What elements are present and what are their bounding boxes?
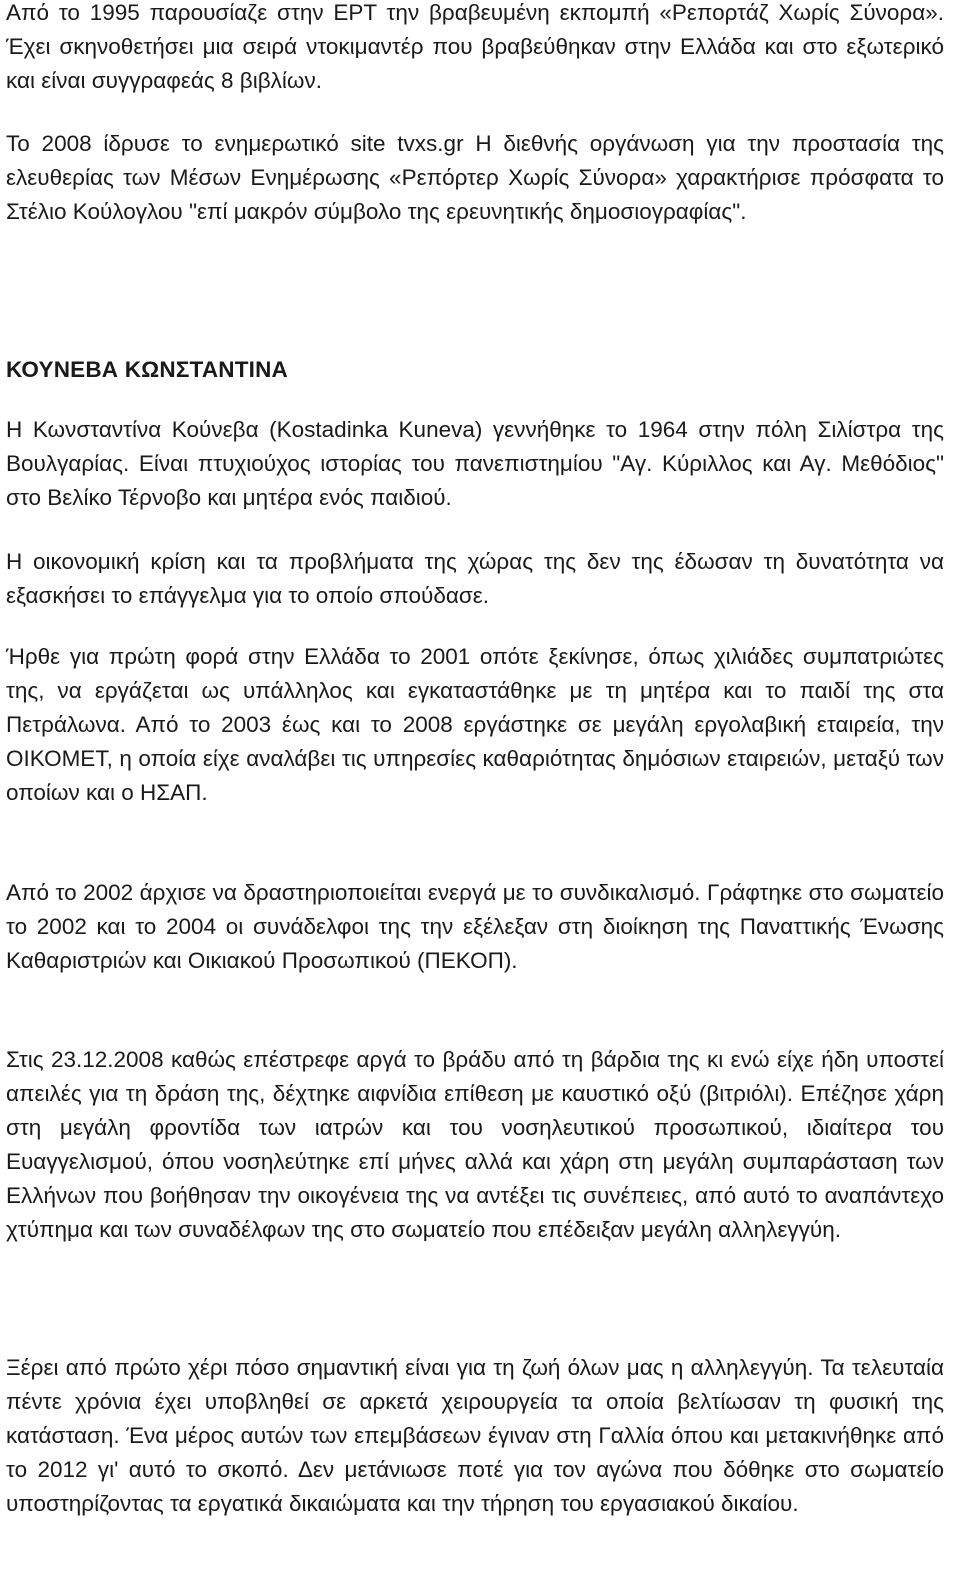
paragraph-tvxs: Το 2008 ίδρυσε το ενημερωτικό site tvxs.gr Η διεθνής οργάνωση για την προστασία της ελευθερίας των Μέσων Ενημέρωσης «Ρεπόρτερ Χωρίς Σύνορα» χαρακτήρισε πρόσφατα το Στέλιο Κούλογλου "επί μακρόν σύμβολο της ερευνητικής δημοσιογραφίας". bbox=[6, 131, 944, 224]
paragraph-attack: Στις 23.12.2008 καθώς επέστρεφε αργά το βράδυ από τη βάρδια της κι ενώ είχε ήδη υποστεί απειλές για τη δράση της, δέχτηκε αιφνίδια επίθεση με καυστικό οξύ (βιτριόλι). Επέζησε χάρη στη μεγάλη φροντίδα των ιατρών και του νοσηλευτικού προσωπικού, ιδιαίτερα του Ευαγγελισμού, όπου νοσηλεύτηκε επί μήνες αλλά και χάρη στη μεγάλη συμπαράσταση των Ελλήνων που βοήθησαν την οικογένεια της να αντέξει τις συνέπειες, από αυτό το αναπάντεχο χτύπημα και των συναδέλφων της στο σωματείο που επέδειξαν μεγάλη αλληλεγγύη. bbox=[6, 1047, 944, 1242]
paragraph-birth: Η Κωνσταντίνα Κούνεβα (Kostadinka Kuneva) γεννήθηκε το 1964 στην πόλη Σιλίστρα της Βουλγαρίας. Είναι πτυχιούχος ιστορίας του πανεπιστημίου "Αγ. Κύριλλος και Αγ. Μεθόδιος" στο Βελίκο Τέρνοβο και μητέρα ενός παιδιού. bbox=[6, 417, 944, 510]
paragraph-union: Από το 2002 άρχισε να δραστηριοποιείται ενεργά με το συνδικαλισμό. Γράφτηκε στο σωματείο το 2002 και το 2004 οι συνάδελφοι της την εξέλεξαν στη διοίκηση της Παναττικής Ένωσης Καθαριστριών και Οικιακού Προσωπικού (ΠΕΚΟΠ). bbox=[6, 880, 944, 973]
paragraph-greece: Ήρθε για πρώτη φορά στην Ελλάδα το 2001 οπότε ξεκίνησε, όπως χιλιάδες συμπατριώτες της, να εργάζεται ως υπάλληλος και εγκαταστάθηκε με τη μητέρα και το παιδί της στα Πετράλωνα. Από το 2003 έως και το 2008 εργάστηκε σε μεγάλη εργολαβική εταιρεία, την ΟΙΚΟΜΕΤ, η οποία είχε αναλάβει τις υπηρεσίες καθαριότητας δημόσιων εταιρειών, μεταξύ των οποίων και ο ΗΣΑΠ. bbox=[6, 644, 944, 805]
paragraph-solidarity: Ξέρει από πρώτο χέρι πόσο σημαντική είναι για τη ζωή όλων μας η αλληλεγγύη. Τα τελευταία πέντε χρόνια έχει υποβληθεί σε αρκετά χειρουργεία τα οποία βελτίωσαν τη φυσική της κατάσταση. Ένα μέρος αυτών των επεμβάσεων έγιναν στη Γαλλία όπου και μετακινήθηκε από το 2012 γι' αυτό το σκοπό. Δεν μετάνιωσε ποτέ για τον αγώνα που δόθηκε στο σωματείο υποστηρίζοντας τα εργατικά δικαιώματα και την τήρηση του εργασιακού δικαίου. bbox=[6, 1355, 944, 1516]
section-heading-kouneva: ΚΟΥΝΕΒΑ ΚΩΝΣΤΑΝΤΙΝΑ bbox=[6, 357, 289, 382]
paragraph-crisis: Η οικονομική κρίση και τα προβλήματα της χώρας της δεν της έδωσαν τη δυνατότητα να εξασκήσει το επάγγελμα για το οποίο σπούδασε. bbox=[6, 549, 944, 608]
paragraph-intro: Από το 1995 παρουσίαζε στην ΕΡΤ την βραβευμένη εκπομπή «Ρεπορτάζ Χωρίς Σύνορα». Έχει σκηνοθετήσει μια σειρά ντοκιμαντέρ που βραβεύθηκαν στην Ελλάδα και στο εξωτερικό και είναι συγγραφεάς 8 βιβλίων. bbox=[6, 0, 944, 93]
